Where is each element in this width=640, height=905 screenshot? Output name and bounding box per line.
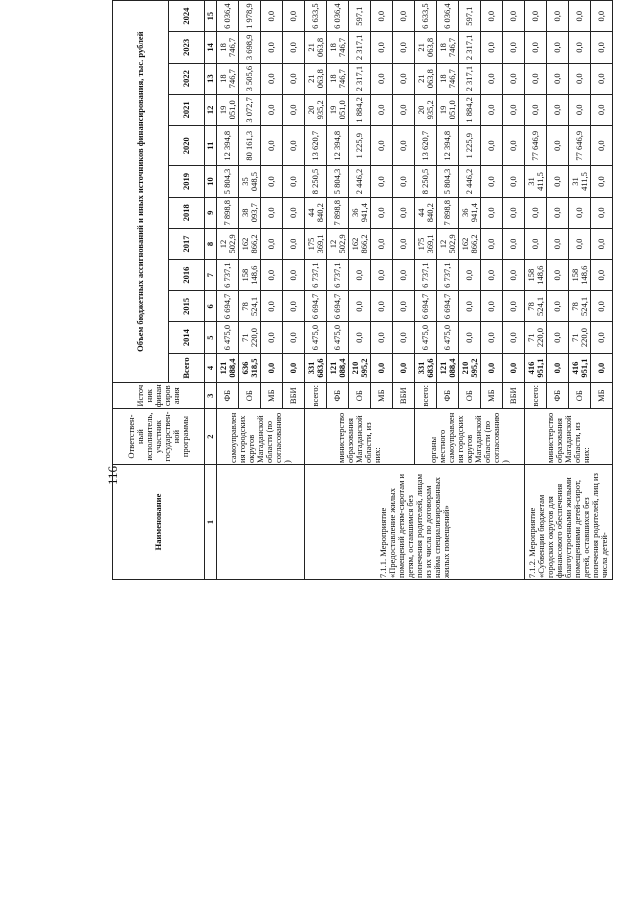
value-year: 175 369,1 <box>415 228 437 259</box>
row-name: 7.1.1. Мероприятие «Предоставление жилых помещений детям-сиротам и детям, оставшимся без попечения родителей, лицам из их числа по договорам найма специализированных жилых помещений» <box>305 464 525 579</box>
value-year: 78 524,1 <box>569 291 591 322</box>
value-year: 71 220,0 <box>525 322 547 353</box>
value-year: 19 051,0 <box>437 94 459 125</box>
header-year: 2020 <box>169 125 205 165</box>
value-year: 0,0 <box>371 94 393 125</box>
value-year: 6 737,1 <box>415 260 437 291</box>
value-year: 0,0 <box>547 228 569 259</box>
header-year: 2021 <box>169 94 205 125</box>
value-year: 2 446,2 <box>459 166 481 197</box>
row-source: ВБИ <box>283 383 305 409</box>
value-year: 0,0 <box>503 32 525 63</box>
value-year: 0,0 <box>261 94 283 125</box>
value-year: 0,0 <box>393 291 415 322</box>
value-year: 0,0 <box>503 291 525 322</box>
value-year: 12 502,9 <box>217 228 239 259</box>
value-year: 0,0 <box>569 63 591 94</box>
column-number: 8 <box>205 228 217 259</box>
row-source: ФБ <box>437 383 459 409</box>
value-year: 2 317,1 <box>349 32 371 63</box>
value-year: 0,0 <box>591 32 613 63</box>
value-total: 416 951,1 <box>525 353 547 383</box>
value-year: 0,0 <box>393 260 415 291</box>
row-source: ФБ <box>327 383 349 409</box>
header-year: 2023 <box>169 32 205 63</box>
row-source: ВБИ <box>393 383 415 409</box>
table-row <box>525 1 547 580</box>
value-year: 0,0 <box>283 166 305 197</box>
value-year: 0,0 <box>481 166 503 197</box>
value-year: 13 620,7 <box>305 125 327 165</box>
column-number: 9 <box>205 197 217 228</box>
header-volume-title: Объем бюджетных ассигнований и иных источников финансирования, тыс. рублей <box>113 1 169 383</box>
value-year: 0,0 <box>371 197 393 228</box>
value-year: 21 063,8 <box>415 63 437 94</box>
column-number: 15 <box>205 1 217 32</box>
value-year: 0,0 <box>481 63 503 94</box>
value-year: 19 051,0 <box>217 94 239 125</box>
value-year: 2 446,2 <box>349 166 371 197</box>
value-year: 0,0 <box>371 228 393 259</box>
value-year: 18 746,7 <box>327 32 349 63</box>
row-source: МБ <box>591 383 613 409</box>
value-year: 0,0 <box>459 291 481 322</box>
header-year: 2019 <box>169 166 205 197</box>
row-executor: органы местного самоуправлен ия городских округов Магаданской области (по согласованию ) <box>415 409 525 465</box>
value-year: 0,0 <box>591 94 613 125</box>
value-year: 6 475,0 <box>217 322 239 353</box>
table-row <box>217 1 239 580</box>
value-year: 0,0 <box>481 322 503 353</box>
value-year: 2 317,1 <box>459 63 481 94</box>
row-name <box>217 464 305 579</box>
value-total: 0,0 <box>591 353 613 383</box>
row-executor: министерство образования Магаданской области, из них: <box>525 409 613 465</box>
value-year: 0,0 <box>349 291 371 322</box>
value-year: 0,0 <box>261 197 283 228</box>
value-year: 0,0 <box>547 291 569 322</box>
value-year: 0,0 <box>547 322 569 353</box>
value-year: 6 036,4 <box>327 1 349 32</box>
value-year: 6 694,7 <box>415 291 437 322</box>
value-year: 18 746,7 <box>217 32 239 63</box>
value-year: 80 161,3 <box>239 125 261 165</box>
value-year: 1 884,2 <box>349 94 371 125</box>
value-year: 13 620,7 <box>415 125 437 165</box>
value-year: 6 737,1 <box>305 260 327 291</box>
value-year: 3 505,6 <box>239 63 261 94</box>
header-year: 2018 <box>169 197 205 228</box>
row-source: МБ <box>481 383 503 409</box>
value-year: 6 737,1 <box>327 260 349 291</box>
value-total: 121 088,4 <box>217 353 239 383</box>
value-year: 38 093,7 <box>239 197 261 228</box>
value-year: 0,0 <box>371 260 393 291</box>
value-year: 0,0 <box>349 260 371 291</box>
value-year: 0,0 <box>371 1 393 32</box>
value-year: 597,1 <box>459 1 481 32</box>
value-year: 0,0 <box>283 291 305 322</box>
value-total: 0,0 <box>371 353 393 383</box>
value-year: 1 978,9 <box>239 1 261 32</box>
value-year: 0,0 <box>261 125 283 165</box>
column-number: 7 <box>205 260 217 291</box>
value-year: 71 220,0 <box>239 322 261 353</box>
value-year: 0,0 <box>393 32 415 63</box>
value-year: 158 148,6 <box>569 260 591 291</box>
row-source: МБ <box>261 383 283 409</box>
value-total: 416 951,1 <box>569 353 591 383</box>
value-year: 0,0 <box>283 63 305 94</box>
value-year: 0,0 <box>591 291 613 322</box>
value-year: 31 411,5 <box>525 166 547 197</box>
value-year: 21 063,8 <box>415 32 437 63</box>
value-year: 78 524,1 <box>239 291 261 322</box>
column-number: 1 <box>205 464 217 579</box>
value-year: 12 502,9 <box>327 228 349 259</box>
value-total: 210 595,2 <box>349 353 371 383</box>
value-year: 0,0 <box>283 1 305 32</box>
value-year: 0,0 <box>547 63 569 94</box>
value-year: 6 633,5 <box>415 1 437 32</box>
value-year: 0,0 <box>547 166 569 197</box>
value-year: 0,0 <box>371 291 393 322</box>
value-year: 0,0 <box>459 260 481 291</box>
value-total: 210 595,2 <box>459 353 481 383</box>
value-year: 0,0 <box>591 1 613 32</box>
column-number: 11 <box>205 125 217 165</box>
value-year: 0,0 <box>591 125 613 165</box>
row-executor: министерство образования Магаданской области, из них: <box>305 409 415 465</box>
header-year: 2016 <box>169 260 205 291</box>
value-year: 0,0 <box>503 166 525 197</box>
row-source: ВБИ <box>503 383 525 409</box>
column-number: 5 <box>205 322 217 353</box>
value-year: 0,0 <box>393 94 415 125</box>
row-source: ФБ <box>547 383 569 409</box>
value-year: 0,0 <box>525 32 547 63</box>
value-year: 0,0 <box>503 94 525 125</box>
value-year: 78 524,1 <box>525 291 547 322</box>
value-total: 331 683,6 <box>415 353 437 383</box>
value-year: 0,0 <box>261 1 283 32</box>
value-year: 0,0 <box>547 94 569 125</box>
row-source: ОБ <box>349 383 371 409</box>
value-total: 636 318,5 <box>239 353 261 383</box>
value-year: 1 884,2 <box>459 94 481 125</box>
value-year: 0,0 <box>503 63 525 94</box>
value-year: 0,0 <box>283 322 305 353</box>
value-year: 31 411,5 <box>569 166 591 197</box>
header-executor: Ответствен- ный исполнитель, участник государствен- ной программы <box>113 409 205 465</box>
value-total: 331 683,6 <box>305 353 327 383</box>
value-year: 0,0 <box>261 260 283 291</box>
value-year: 0,0 <box>371 32 393 63</box>
value-year: 7 898,8 <box>327 197 349 228</box>
value-year: 0,0 <box>569 197 591 228</box>
value-year: 158 148,6 <box>239 260 261 291</box>
value-year: 0,0 <box>547 260 569 291</box>
value-year: 0,0 <box>481 260 503 291</box>
value-year: 0,0 <box>525 1 547 32</box>
value-year: 0,0 <box>481 94 503 125</box>
value-year: 0,0 <box>393 166 415 197</box>
column-number: 12 <box>205 94 217 125</box>
column-number: 13 <box>205 63 217 94</box>
value-total: 0,0 <box>261 353 283 383</box>
value-year: 0,0 <box>569 32 591 63</box>
value-year: 0,0 <box>503 125 525 165</box>
value-year: 6 694,7 <box>327 291 349 322</box>
value-year: 0,0 <box>481 228 503 259</box>
value-year: 0,0 <box>591 228 613 259</box>
value-year: 0,0 <box>283 94 305 125</box>
value-year: 0,0 <box>591 260 613 291</box>
value-year: 77 646,9 <box>525 125 547 165</box>
column-number: 3 <box>205 383 217 409</box>
value-year: 0,0 <box>371 63 393 94</box>
value-year: 0,0 <box>261 322 283 353</box>
value-year: 0,0 <box>261 32 283 63</box>
value-year: 0,0 <box>349 322 371 353</box>
value-year: 0,0 <box>283 228 305 259</box>
value-year: 0,0 <box>503 197 525 228</box>
row-source: ФБ <box>217 383 239 409</box>
value-year: 0,0 <box>283 32 305 63</box>
value-year: 3 072,7 <box>239 94 261 125</box>
value-year: 0,0 <box>525 197 547 228</box>
value-total: 0,0 <box>481 353 503 383</box>
value-year: 158 148,6 <box>525 260 547 291</box>
value-year: 5 804,3 <box>327 166 349 197</box>
value-year: 0,0 <box>547 32 569 63</box>
value-year: 0,0 <box>525 94 547 125</box>
value-year: 20 935,2 <box>305 94 327 125</box>
value-year: 0,0 <box>569 1 591 32</box>
value-year: 44 840,2 <box>415 197 437 228</box>
column-number: 6 <box>205 291 217 322</box>
column-number: 4 <box>205 353 217 383</box>
row-executor: самоуправлен ия городских округов Магаданской области (по согласованию ) <box>217 409 305 465</box>
header-year: 2024 <box>169 1 205 32</box>
value-year: 7 898,8 <box>437 197 459 228</box>
value-year: 6 694,7 <box>217 291 239 322</box>
value-year: 6 475,0 <box>305 322 327 353</box>
value-total: 0,0 <box>283 353 305 383</box>
column-number: 14 <box>205 32 217 63</box>
value-year: 162 866,2 <box>349 228 371 259</box>
value-year: 0,0 <box>481 125 503 165</box>
value-total: 0,0 <box>547 353 569 383</box>
header-year: 2017 <box>169 228 205 259</box>
column-number: 2 <box>205 409 217 465</box>
value-total: 0,0 <box>393 353 415 383</box>
value-year: 0,0 <box>569 94 591 125</box>
value-year: 0,0 <box>503 228 525 259</box>
value-year: 0,0 <box>503 260 525 291</box>
value-year: 18 746,7 <box>437 32 459 63</box>
value-year: 0,0 <box>459 322 481 353</box>
value-year: 0,0 <box>371 322 393 353</box>
header-column-numbers <box>205 1 217 580</box>
header-total: Всего <box>169 353 205 383</box>
value-year: 36 941,4 <box>349 197 371 228</box>
value-year: 2 317,1 <box>459 32 481 63</box>
row-source: ОБ <box>459 383 481 409</box>
value-year: 0,0 <box>591 166 613 197</box>
value-year: 18 746,7 <box>437 63 459 94</box>
value-year: 44 840,2 <box>305 197 327 228</box>
value-year: 12 394,8 <box>437 125 459 165</box>
value-year: 35 048,5 <box>239 166 261 197</box>
table-body <box>217 1 613 580</box>
value-year: 7 898,8 <box>217 197 239 228</box>
value-year: 18 746,7 <box>327 63 349 94</box>
value-year: 19 051,0 <box>327 94 349 125</box>
value-year: 1 225,9 <box>459 125 481 165</box>
value-year: 0,0 <box>481 197 503 228</box>
value-year: 175 369,1 <box>305 228 327 259</box>
header-year: 2015 <box>169 291 205 322</box>
value-year: 162 866,2 <box>459 228 481 259</box>
value-year: 12 502,9 <box>437 228 459 259</box>
value-year: 6 737,1 <box>437 260 459 291</box>
header-source: Источ ник финан сиров ания <box>113 383 205 409</box>
value-year: 0,0 <box>591 197 613 228</box>
row-source: всего: <box>415 383 437 409</box>
header-year: 2022 <box>169 63 205 94</box>
value-year: 1 225,9 <box>349 125 371 165</box>
value-year: 0,0 <box>591 63 613 94</box>
value-year: 0,0 <box>547 125 569 165</box>
value-year: 21 063,8 <box>305 32 327 63</box>
value-year: 12 394,8 <box>217 125 239 165</box>
value-year: 0,0 <box>547 197 569 228</box>
value-year: 0,0 <box>261 166 283 197</box>
value-year: 597,1 <box>349 1 371 32</box>
value-year: 12 394,8 <box>327 125 349 165</box>
value-year: 0,0 <box>261 63 283 94</box>
value-year: 0,0 <box>525 63 547 94</box>
financing-table <box>112 0 613 580</box>
value-year: 6 475,0 <box>327 322 349 353</box>
value-year: 6 737,1 <box>217 260 239 291</box>
value-year: 5 804,3 <box>437 166 459 197</box>
value-year: 0,0 <box>283 260 305 291</box>
page-number: 116 <box>105 465 120 485</box>
value-year: 0,0 <box>393 228 415 259</box>
value-year: 0,0 <box>261 228 283 259</box>
value-year: 0,0 <box>481 291 503 322</box>
value-year: 6 633,5 <box>305 1 327 32</box>
value-year: 0,0 <box>503 322 525 353</box>
value-year: 0,0 <box>393 63 415 94</box>
value-year: 0,0 <box>393 322 415 353</box>
value-year: 0,0 <box>371 125 393 165</box>
value-year: 0,0 <box>569 228 591 259</box>
value-year: 0,0 <box>393 1 415 32</box>
value-year: 36 941,4 <box>459 197 481 228</box>
value-year: 8 250,5 <box>415 166 437 197</box>
row-name: 7.1.2. Мероприятие «Субвенции бюджетам городских округов для финансового обеспечения благоустроенными жилыми помещениями детей-сирот, детей, оставшихся без попечения родителей, лиц из числа детей- <box>525 464 613 579</box>
value-year: 162 866,2 <box>239 228 261 259</box>
row-source: всего: <box>305 383 327 409</box>
value-year: 71 220,0 <box>569 322 591 353</box>
value-year: 0,0 <box>525 228 547 259</box>
value-year: 77 646,9 <box>569 125 591 165</box>
row-source: ОБ <box>569 383 591 409</box>
value-year: 6 694,7 <box>437 291 459 322</box>
value-total: 121 088,4 <box>437 353 459 383</box>
value-year: 0,0 <box>481 32 503 63</box>
value-year: 6 694,7 <box>305 291 327 322</box>
value-year: 8 250,5 <box>305 166 327 197</box>
value-year: 3 698,9 <box>239 32 261 63</box>
row-source: ОБ <box>239 383 261 409</box>
value-year: 0,0 <box>283 197 305 228</box>
value-year: 6 036,4 <box>437 1 459 32</box>
value-year: 0,0 <box>547 1 569 32</box>
value-year: 0,0 <box>283 125 305 165</box>
column-number: 10 <box>205 166 217 197</box>
header-year: 2014 <box>169 322 205 353</box>
table-row <box>305 1 327 580</box>
value-year: 21 063,8 <box>305 63 327 94</box>
value-year: 0,0 <box>393 197 415 228</box>
value-year: 0,0 <box>261 291 283 322</box>
value-year: 20 935,2 <box>415 94 437 125</box>
value-year: 6 475,0 <box>415 322 437 353</box>
value-year: 0,0 <box>371 166 393 197</box>
value-year: 5 804,3 <box>217 166 239 197</box>
value-total: 121 088,4 <box>327 353 349 383</box>
value-year: 18 746,7 <box>217 63 239 94</box>
value-year: 0,0 <box>591 322 613 353</box>
row-source: МБ <box>371 383 393 409</box>
value-total: 0,0 <box>503 353 525 383</box>
value-year: 0,0 <box>481 1 503 32</box>
header-name: Наименование <box>113 464 205 579</box>
value-year: 2 317,1 <box>349 63 371 94</box>
row-source: всего: <box>525 383 547 409</box>
value-year: 0,0 <box>393 125 415 165</box>
value-year: 6 475,0 <box>437 322 459 353</box>
value-year: 6 036,4 <box>217 1 239 32</box>
value-year: 0,0 <box>503 1 525 32</box>
